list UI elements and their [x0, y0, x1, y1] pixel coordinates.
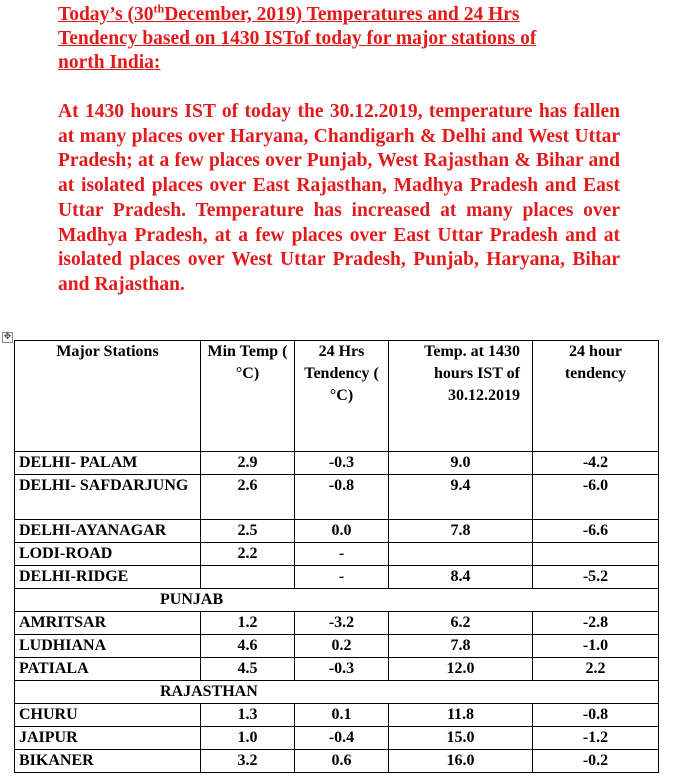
- tendency-24h-cell: -4.2: [533, 452, 659, 475]
- temp-1430-cell: 12.0: [389, 658, 533, 681]
- station-cell: BIKANER: [15, 750, 201, 773]
- tendency-cell: -0.8: [295, 475, 389, 520]
- tendency-cell: -3.2: [295, 612, 389, 635]
- station-cell: DELHI- PALAM: [15, 452, 201, 475]
- temp-1430-cell: 9.0: [389, 452, 533, 475]
- station-cell: JAIPUR: [15, 727, 201, 750]
- station-cell: LODI-ROAD: [15, 543, 201, 566]
- tendency-cell: 0.6: [295, 750, 389, 773]
- tendency-24h-cell: -5.2: [533, 566, 659, 589]
- tendency-cell: -0.3: [295, 658, 389, 681]
- temperature-table: [14, 340, 659, 773]
- min-temp-cell: 1.3: [201, 704, 295, 727]
- station-cell: AMRITSAR: [15, 612, 201, 635]
- header-temp-1430: Temp. at 1430 hours IST of 30.12.2019: [389, 341, 533, 452]
- min-temp-cell: 2.5: [201, 520, 295, 543]
- temp-1430-cell: 6.2: [389, 612, 533, 635]
- tendency-cell: 0.0: [295, 520, 389, 543]
- station-cell: CHURU: [15, 704, 201, 727]
- tendency-cell: -0.4: [295, 727, 389, 750]
- temp-1430-cell: [389, 543, 533, 566]
- table-row: [15, 750, 659, 773]
- temp-1430-cell: 7.8: [389, 520, 533, 543]
- temp-1430-cell: 7.8: [389, 635, 533, 658]
- tendency-cell: -: [295, 543, 389, 566]
- heading-line-3: north India:: [58, 52, 161, 73]
- section-row: [15, 681, 659, 704]
- min-temp-cell: 3.2: [201, 750, 295, 773]
- move-anchor-icon[interactable]: ✥: [3, 332, 12, 342]
- station-cell: DELHI-AYANAGAR: [15, 520, 201, 543]
- table-row: [15, 658, 659, 681]
- table-row: [15, 543, 659, 566]
- station-cell: LUDHIANA: [15, 635, 201, 658]
- table-header-row: [15, 341, 659, 452]
- tendency-cell: 0.1: [295, 704, 389, 727]
- tendency-24h-cell: -2.8: [533, 612, 659, 635]
- temp-1430-cell: 9.4: [389, 475, 533, 520]
- heading-line-2: Tendency based on 1430 ISTof today for major stations of: [58, 28, 537, 49]
- table-row: [15, 520, 659, 543]
- header-major-stations: Major Stations: [15, 341, 201, 452]
- tendency-24h-cell: -6.6: [533, 520, 659, 543]
- heading-line-1: Today’s (30thDecember, 2019) Temperatures and 24 Hrs: [58, 1, 520, 25]
- section-label: RAJASTHAN: [15, 681, 659, 704]
- tendency-cell: -: [295, 566, 389, 589]
- tendency-24h-cell: -1.2: [533, 727, 659, 750]
- tendency-24h-cell: 2.2: [533, 658, 659, 681]
- summary-paragraph: At 1430 hours IST of today the 30.12.2019, temperature has fallen at many places over Haryana, Chandigarh & Delhi and West Uttar Pradesh; at a few places over Punjab, West Rajasthan & Bihar and at isolated places over East Rajasthan, Madhya Pradesh and East Uttar Pradesh. Temperature has increased at many places over Madhya Pradesh, at a few places over East Uttar Pradesh and at isolated places over West Uttar Pradesh, Punjab, Haryana, Bihar and Rajasthan.: [58, 101, 620, 295]
- section-row: [15, 589, 659, 612]
- temp-1430-cell: 8.4: [389, 566, 533, 589]
- table-row: [15, 566, 659, 589]
- tendency-cell: -0.3: [295, 452, 389, 475]
- min-temp-cell: 2.6: [201, 475, 295, 520]
- min-temp-cell: 1.0: [201, 727, 295, 750]
- min-temp-cell: 1.2: [201, 612, 295, 635]
- station-cell: DELHI-RIDGE: [15, 566, 201, 589]
- tendency-24h-cell: -1.0: [533, 635, 659, 658]
- tendency-24h-cell: -6.0: [533, 475, 659, 520]
- tendency-24h-cell: -0.8: [533, 704, 659, 727]
- temp-1430-cell: 15.0: [389, 727, 533, 750]
- section-label: PUNJAB: [15, 589, 659, 612]
- min-temp-cell: 2.9: [201, 452, 295, 475]
- min-temp-cell: 4.5: [201, 658, 295, 681]
- min-temp-cell: 4.6: [201, 635, 295, 658]
- temp-1430-cell: 11.8: [389, 704, 533, 727]
- header-24hrs-tendency: 24 Hrs Tendency ( °C): [295, 341, 389, 452]
- table-row: [15, 475, 659, 520]
- table-row: [15, 704, 659, 727]
- min-temp-cell: 2.2: [201, 543, 295, 566]
- table-row: [15, 612, 659, 635]
- table-row: [15, 635, 659, 658]
- header-24hour-tendency: 24 hour tendency: [533, 341, 659, 452]
- min-temp-cell: [201, 566, 295, 589]
- station-cell: DELHI- SAFDARJUNG: [15, 475, 201, 520]
- station-cell: PATIALA: [15, 658, 201, 681]
- temp-1430-cell: 16.0: [389, 750, 533, 773]
- tendency-cell: 0.2: [295, 635, 389, 658]
- table-row: [15, 452, 659, 475]
- tendency-24h-cell: -0.2: [533, 750, 659, 773]
- header-min-temp: Min Temp ( °C): [201, 341, 295, 452]
- document-heading: [58, 3, 620, 75]
- table-row: [15, 727, 659, 750]
- tendency-24h-cell: [533, 543, 659, 566]
